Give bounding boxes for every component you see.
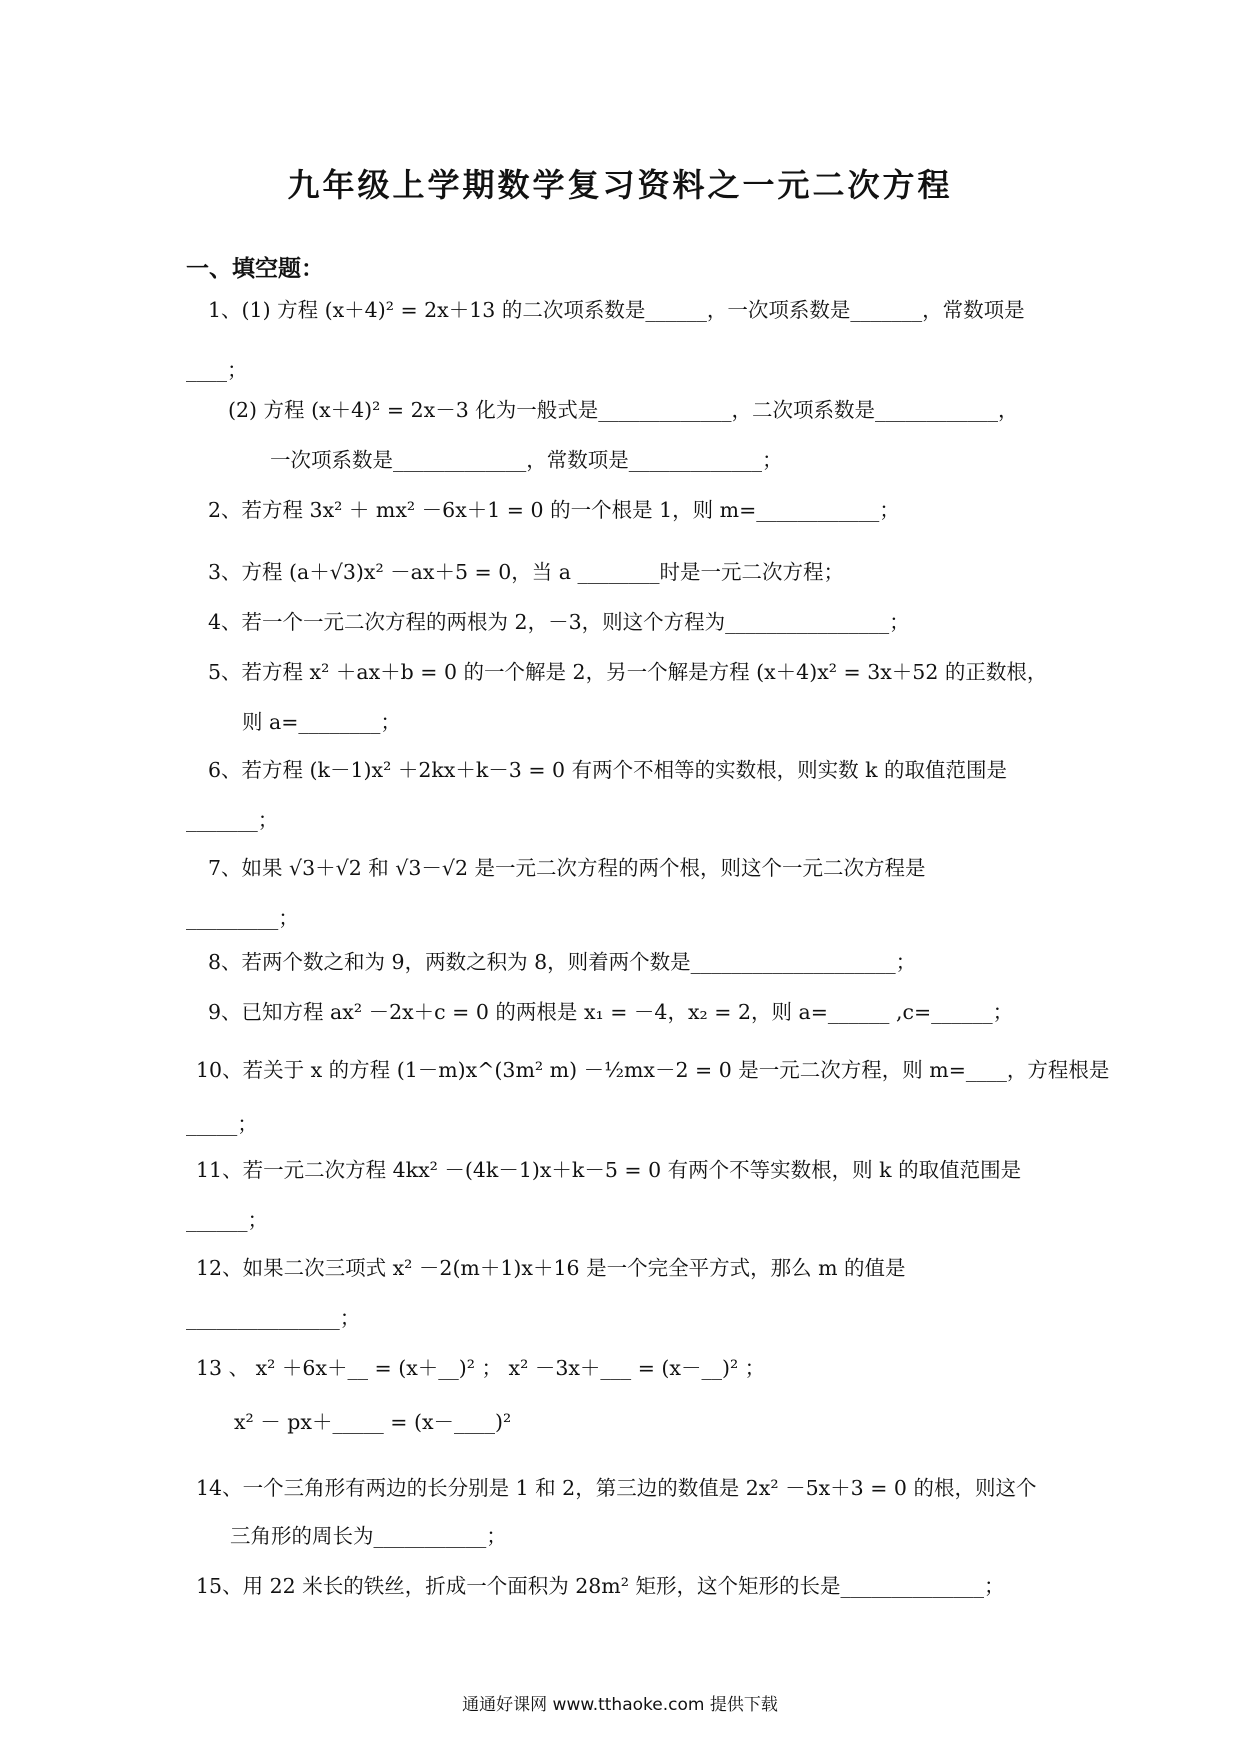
question-line: 1、(1) 方程 (x＋4)² = 2x＋13 的二次项系数是______，一次项系数是_______，常数项是: [208, 298, 1025, 322]
question-line: 则 a=________；: [242, 710, 401, 734]
question-line: 三角形的周长为___________；: [230, 1524, 507, 1548]
question-line: 4、若一个一元二次方程的两根为 2，－3，则这个方程为________________；: [208, 610, 910, 634]
question-line: 10、若关于 x 的方程 (1－m)x^(3m² m) －½mx－2 = 0 是一元二次方程，则 m=____，方程根是: [196, 1058, 1110, 1082]
question-line: (2) 方程 (x＋4)² = 2x－3 化为一般式是_____________，二次项系数是____________，: [228, 398, 1019, 422]
page-title: 九年级上学期数学复习资料之一元二次方程: [287, 166, 953, 204]
question-line: 一次项系数是_____________，常数项是_____________；: [270, 448, 783, 472]
question-line: 2、若方程 3x² ＋ mx² －6x＋1 = 0 的一个根是 1，则 m=____________；: [208, 498, 900, 522]
question-line: 12、如果二次三项式 x² －2(m＋1)x＋16 是一个完全平方式，那么 m 的值是: [196, 1256, 906, 1280]
question-line: 9、已知方程 ax² －2x＋c = 0 的两根是 x₁ = －4，x₂ = 2，则 a=______ ,c=______；: [208, 1000, 1014, 1024]
question-line: 13 、 x² ＋6x＋__ = (x＋__)² ； x² －3x＋___ = (x－__)² ；: [196, 1356, 766, 1380]
question-line: 14、一个三角形有两边的长分别是 1 和 2，第三边的数值是 2x² －5x＋3 = 0 的根，则这个: [196, 1476, 1037, 1500]
question-line: _____；: [186, 1112, 258, 1136]
question-line: x² － px＋_____ = (x－____)²: [234, 1410, 512, 1434]
question-line: ____；: [186, 358, 248, 382]
section-heading: 一、填空题：: [186, 256, 324, 282]
question-line: ______；: [186, 1208, 268, 1232]
question-line: 7、如果 √3＋√2 和 √3－√2 是一元二次方程的两个根，则这个一元二次方程是: [208, 856, 926, 880]
question-line: 6、若方程 (k－1)x² ＋2kx＋k－3 = 0 有两个不相等的实数根，则实数 k 的取值范围是: [208, 758, 1008, 782]
question-line: _______________；: [186, 1306, 361, 1330]
question-line: 11、若一元二次方程 4kx² －(4k－1)x＋k－5 = 0 有两个不等实数根，则 k 的取值范围是: [196, 1158, 1022, 1182]
question-line: _______；: [186, 808, 279, 832]
question-line: 3、方程 (a＋√3)x² －ax＋5 = 0，当 a ________时是一元二次方程；: [208, 560, 845, 584]
question-line: 15、用 22 米长的铁丝，折成一个面积为 28m² 矩形，这个矩形的长是______________；: [196, 1574, 1005, 1598]
question-line: 5、若方程 x² ＋ax＋b = 0 的一个解是 2，另一个解是方程 (x＋4)x² = 3x＋52 的正数根，: [208, 660, 1048, 684]
page-footer: 通通好课网 www.tthaoke.com 提供下载: [462, 1695, 778, 1715]
question-line: 8、若两个数之和为 9，两数之积为 8，则着两个数是____________________；: [208, 950, 917, 974]
question-line: _________；: [186, 906, 299, 930]
